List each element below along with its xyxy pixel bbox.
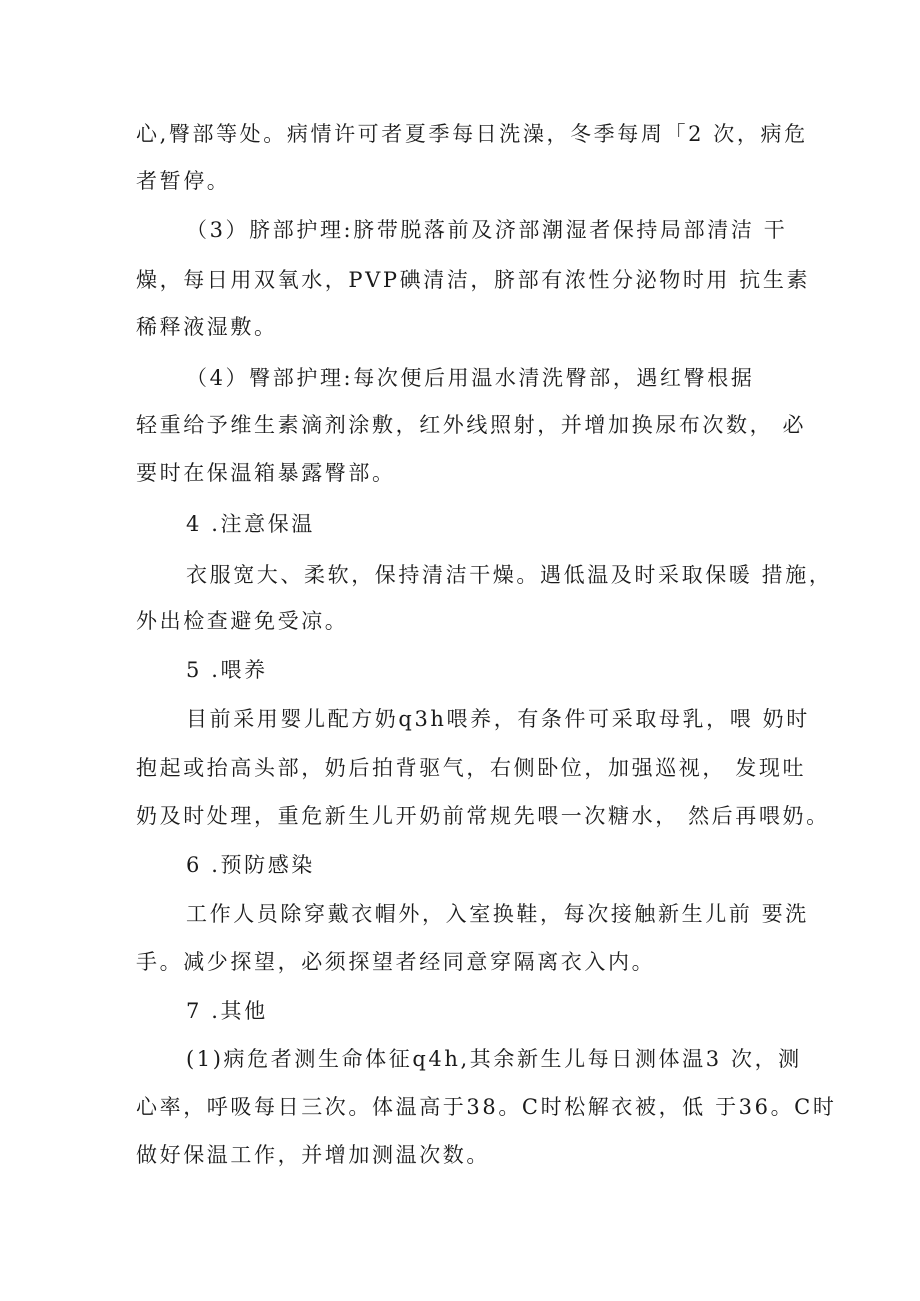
section-heading-6: 6 .预防感染 (186, 853, 315, 877)
text-line-17: 工作人员除穿戴衣帽外，入室换鞋，每次接触新生儿前 要洗 (186, 902, 809, 926)
text-line-5: 稀释液湿敷。 (136, 315, 278, 339)
section-heading-5: 5 .喂养 (186, 658, 268, 682)
section-heading-7: 7 .其他 (186, 999, 268, 1023)
text-line-3: （3）脐部护理:脐带脱落前及济部潮湿者保持局部清洁 干 (186, 218, 788, 242)
text-line-4: 燥，每日用双氧水，PVP碘清洁，脐部有浓性分泌物时用 抗生素 (136, 268, 811, 292)
text-line-8: 要时在保温箱暴露臀部。 (136, 461, 396, 485)
text-line-21: 心率，呼吸每日三次。体温高于38。C时松解衣被，低 于36。C时 (136, 1095, 837, 1119)
text-line-2: 者暂停。 (136, 169, 231, 193)
text-line-13: 目前采用婴儿配方奶q3h喂养，有条件可采取母乳，喂 奶时 (186, 707, 810, 731)
text-line-20: (1)病危者测生命体征q4h,其余新生儿每日测体温3 次，测 (186, 1047, 802, 1071)
section-heading-4: 4 .注意保温 (186, 512, 315, 536)
text-line-7: 轻重给予维生素滴剂涂敷，红外线照射，并增加换尿布次数， 必 (136, 413, 807, 437)
text-line-1: 心,臀部等处。病情许可者夏季每日洗澡，冬季每周「2 次，病危 (136, 122, 808, 146)
text-line-18: 手。减少探望，必须探望者经同意穿隔离衣入内。 (136, 950, 656, 974)
text-line-14: 抱起或抬高头部，奶后拍背驱气，右侧卧位，加强巡视， 发现吐 (136, 756, 807, 780)
text-line-6: （4）臀部护理:每次便后用温水清洗臀部，遇红臀根据 (186, 366, 755, 390)
text-line-11: 外出检查避免受凉。 (136, 609, 349, 633)
text-line-15: 奶及时处理，重危新生儿开奶前常规先喂一次糖水， 然后再喂奶。 (136, 804, 830, 828)
text-line-10: 衣服宽大、柔软，保持清洁干燥。遇低温及时采取保暖 措施， (186, 563, 833, 587)
text-line-22: 做好保温工作，并增加测温次数。 (136, 1143, 490, 1167)
